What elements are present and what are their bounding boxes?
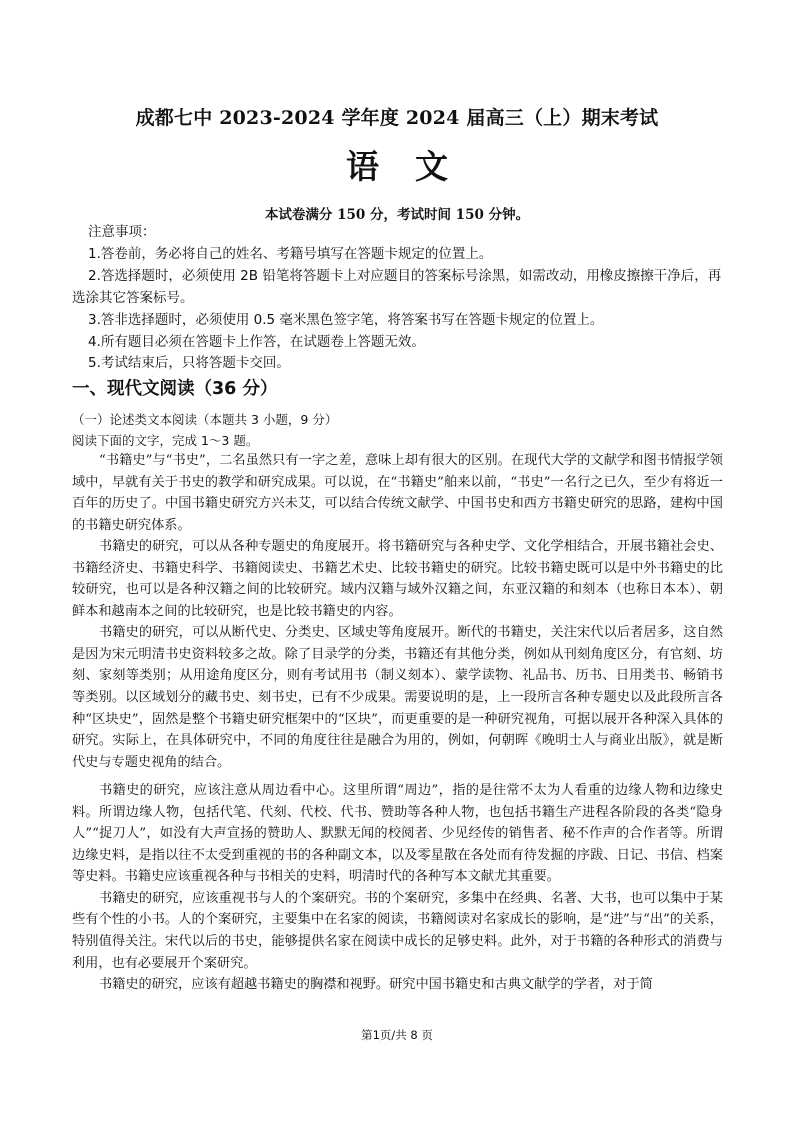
notes-heading: 注意事项： bbox=[88, 224, 156, 240]
section-heading: 一、现代文阅读（36 分） bbox=[72, 379, 278, 399]
note-item: 2.答选择题时，必须使用 2B 铅笔将答题卡上对应题目的答案标号涂黑，如需改动，用橡皮擦擦干净后，再选涂其它答案标号。 bbox=[72, 267, 722, 306]
exam-title: 成都七中 2023-2024 学年度 2024 届高三（上）期末考试 bbox=[135, 107, 659, 129]
sub-heading: （一）论述类文本阅读（本题共 3 小题，9 分） bbox=[72, 412, 338, 427]
passage-paragraph: 书籍史的研究，可以从断代史、分类史、区域史等角度展开。断代的书籍史，关注宋代以后者居多，这自然是因为宋元明清书史资料较多之故。除了目录学的分类，书籍还有其他分类，例如从刊刻角度区分，有官刻、坊刻、家刻等类别；从用途角度区分，则有考试用书（制义刻本）、蒙学读物、礼品书、历书、日用类书、畅销书等类别。以区域划分的藏书史、刻书史，已有不少成果。需要说明的是，上一段所言各种专题史以及此段所言各种“区块史”，固然是整个书籍史研究框架中的“区块”，而更重要的是一种研究视角，可据以展开各种深入具体的研究。实际上，在具体研究中，不同的角度往往是融合为用的，例如，何朝晖《晚明士人与商业出版》，就是断代史与专题史视角的结合。 bbox=[72, 625, 723, 770]
passage-paragraph: “书籍史”与“书史”，二名虽然只有一字之差，意味上却有很大的区别。在现代大学的文献学和图书情报学领域中，早就有关于书史的教学和研究成果。可以说，在“书籍史”舶来以前，“书史”一名行之已久，至少有将近一百年的历史了。中国书籍史研究方兴未艾，可以结合传统文献学、中国书史和西方书籍史研究的思路，建构中国的书籍史研究体系。 bbox=[72, 453, 723, 533]
reading-instruction: 阅读下面的文字，完成 1～3 题。 bbox=[72, 433, 259, 448]
exam-meta: 本试卷满分 150 分，考试时间 150 分钟。 bbox=[264, 207, 530, 223]
note-item: 3.答非选择题时，必须使用 0.5 毫米黑色签字笔，将答案书写在答题卡规定的位置上。 bbox=[88, 311, 604, 328]
passage-paragraph: 书籍史的研究，应该重视书与人的个案研究。书的个案研究，多集中在经典、名著、大书，也可以集中于某些有个性的小书。人的个案研究，主要集中在名家的阅读，书籍阅读对名家成长的影响，是“进”与“出”的关系，特别值得关注。宋代以后的书史，能够提供名家在阅读中成长的足够史料。此外，对于书籍的各种形式的消费与利用，也有必要展开个案研究。 bbox=[72, 890, 723, 971]
reading-passage bbox=[72, 450, 723, 996]
note-item: 4.所有题目必须在答题卡上作答，在试题卷上答题无效。 bbox=[88, 333, 425, 350]
notes-block bbox=[72, 222, 722, 375]
paragraph-gap bbox=[72, 773, 723, 780]
page-footer: 第1页/共 8 页 bbox=[361, 1028, 433, 1042]
subject-title: 语文 bbox=[346, 147, 484, 186]
note-item: 5.考试结束后，只将答题卡交回。 bbox=[88, 355, 290, 372]
passage-paragraph: 书籍史的研究，可以从各种专题史的角度展开。将书籍研究与各种史学、文化学相结合，开展书籍社会史、书籍经济史、书籍史科学、书籍阅读史、书籍艺术史、比较书籍史的研究。比较书籍史既可以是中外书籍史的比较研究，也可以是各种汉籍之间的比较研究。域内汉籍与域外汉籍之间，东亚汉籍的和刻本（也称日本本）、朝鲜本和越南本之间的比较研究，也是比较书籍史的内容。 bbox=[72, 539, 723, 619]
passage-paragraph: 书籍史的研究，应该注意从周边看中心。这里所谓“周边”，指的是往常不太为人看重的边缘人物和边缘史料。所谓边缘人物，包括代笔、代刻、代校、代书、赞助等各种人物，也包括书籍生产进程各阶段的各类“隐身人”“捉刀人”，如没有大声宣扬的赞助人、默默无闻的校阅者、少见经传的销售者、秘不作声的合作者等。所谓边缘史料，是指以往不太受到重视的书的各种副文本，以及零星散在各处而有待发掘的序跋、日记、书信、档案等史料。书籍史应该重视各种与书相关的史料，明清时代的各种写本文献尤其重要。 bbox=[72, 783, 723, 885]
note-item: 1.答卷前，务必将自己的姓名、考籍号填写在答题卡规定的位置上。 bbox=[88, 245, 493, 262]
passage-paragraph: 书籍史的研究，应该有超越书籍史的胸襟和视野。研究中国书籍史和古典文献学的学者，对于简 bbox=[99, 977, 653, 993]
